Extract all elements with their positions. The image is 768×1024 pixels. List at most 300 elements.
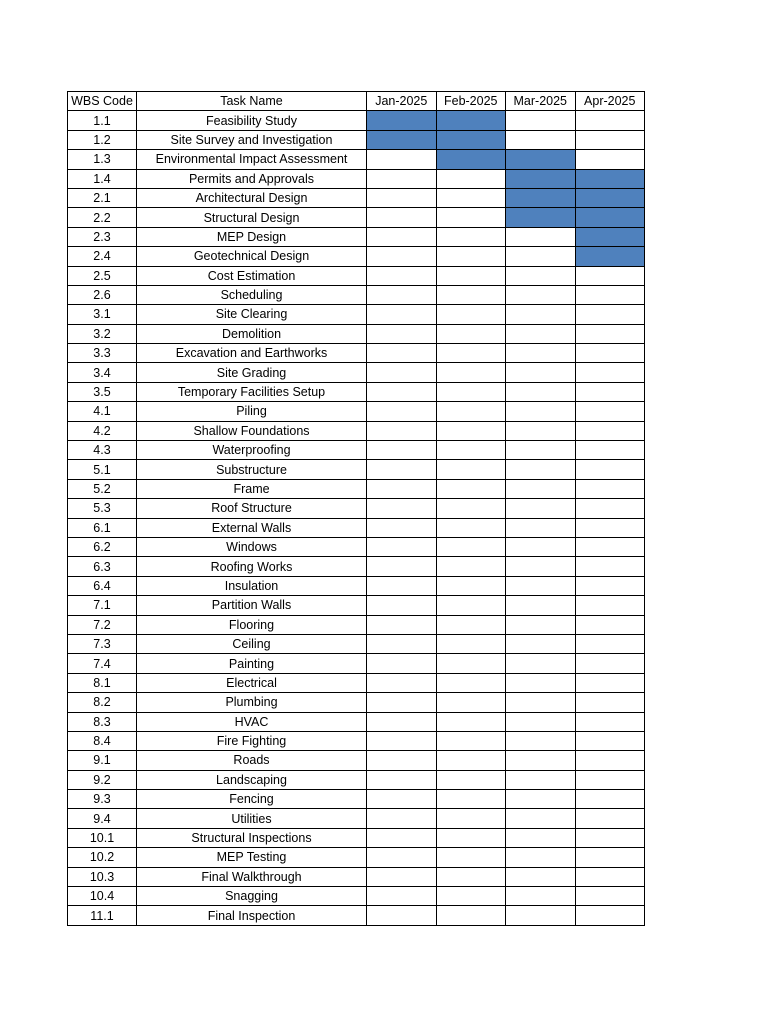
table-row [68,848,645,867]
timeline-cell [436,421,506,440]
timeline-cell [436,809,506,828]
timeline-cell [575,363,645,382]
timeline-cell [367,363,437,382]
timeline-cell [506,344,576,363]
timeline-cell [506,906,576,925]
timeline-cell [436,790,506,809]
wbs-code-cell: 6.4 [68,576,137,595]
gantt-bar-cell [367,111,437,130]
task-name-cell: Feasibility Study [137,111,367,130]
wbs-code-cell: 2.5 [68,266,137,285]
timeline-cell [506,576,576,595]
table-row [68,285,645,304]
wbs-code-cell: 8.3 [68,712,137,731]
table-row [68,654,645,673]
task-name-cell: Fencing [137,790,367,809]
timeline-cell [506,809,576,828]
timeline-cell [575,150,645,169]
timeline-cell [575,441,645,460]
wbs-code-cell: 6.3 [68,557,137,576]
timeline-cell [506,285,576,304]
timeline-cell [506,305,576,324]
timeline-cell [436,848,506,867]
task-name-cell: Excavation and Earthworks [137,344,367,363]
timeline-cell [367,576,437,595]
timeline-cell [436,712,506,731]
timeline-cell [436,518,506,537]
task-name-cell: Demolition [137,324,367,343]
gantt-bar-cell [575,227,645,246]
wbs-code-cell: 9.2 [68,770,137,789]
gantt-bar-cell [575,188,645,207]
table-row [68,188,645,207]
gantt-bar-cell [436,150,506,169]
task-name-cell: Structural Design [137,208,367,227]
table-row [68,673,645,692]
task-name-cell: Utilities [137,809,367,828]
timeline-cell [367,654,437,673]
timeline-cell [436,441,506,460]
month-header-feb: Feb-2025 [436,92,506,111]
gantt-bar-cell [575,208,645,227]
timeline-cell [436,363,506,382]
task-name-cell: Permits and Approvals [137,169,367,188]
wbs-code-cell: 6.1 [68,518,137,537]
timeline-cell [506,770,576,789]
wbs-code-cell: 9.1 [68,751,137,770]
wbs-code-cell: 5.3 [68,499,137,518]
timeline-cell [436,266,506,285]
task-name-cell: Environmental Impact Assessment [137,150,367,169]
wbs-code-cell: 7.2 [68,615,137,634]
table-row [68,887,645,906]
timeline-cell [367,537,437,556]
timeline-cell [367,731,437,750]
timeline-cell [436,208,506,227]
table-row [68,227,645,246]
wbs-code-cell: 1.4 [68,169,137,188]
table-row [68,751,645,770]
gantt-bar-cell [436,111,506,130]
timeline-cell [506,518,576,537]
timeline-cell [575,557,645,576]
gantt-bar-cell [506,150,576,169]
table-row [68,615,645,634]
timeline-cell [367,499,437,518]
month-header-mar: Mar-2025 [506,92,576,111]
wbs-code-cell: 9.3 [68,790,137,809]
wbs-code-cell: 7.1 [68,596,137,615]
task-name-cell: Site Grading [137,363,367,382]
table-row [68,344,645,363]
timeline-cell [506,537,576,556]
timeline-cell [575,266,645,285]
timeline-cell [575,770,645,789]
month-header-jan: Jan-2025 [367,92,437,111]
timeline-cell [367,266,437,285]
wbs-code-cell: 3.3 [68,344,137,363]
timeline-cell [436,169,506,188]
timeline-cell [436,285,506,304]
task-name-cell: MEP Design [137,227,367,246]
task-name-cell: Flooring [137,615,367,634]
table-row [68,130,645,149]
timeline-cell [367,208,437,227]
timeline-cell [436,324,506,343]
task-name-cell: Partition Walls [137,596,367,615]
timeline-cell [506,790,576,809]
wbs-code-cell: 10.3 [68,867,137,886]
wbs-code-cell: 8.2 [68,693,137,712]
timeline-cell [367,887,437,906]
wbs-code-cell: 3.1 [68,305,137,324]
table-row [68,518,645,537]
timeline-cell [436,305,506,324]
task-name-cell: Final Walkthrough [137,867,367,886]
timeline-cell [436,615,506,634]
timeline-cell [436,887,506,906]
task-name-cell: Electrical [137,673,367,692]
timeline-cell [367,227,437,246]
task-name-cell: Ceiling [137,634,367,653]
timeline-cell [367,344,437,363]
task-name-cell: Geotechnical Design [137,247,367,266]
table-row [68,557,645,576]
table-row [68,770,645,789]
timeline-cell [436,828,506,847]
task-name-cell: MEP Testing [137,848,367,867]
table-row [68,809,645,828]
table-row [68,402,645,421]
timeline-cell [575,751,645,770]
table-row [68,208,645,227]
timeline-cell [436,344,506,363]
task-name-cell: Frame [137,479,367,498]
wbs-code-cell: 9.4 [68,809,137,828]
wbs-code-cell: 8.1 [68,673,137,692]
wbs-code-cell: 3.2 [68,324,137,343]
timeline-cell [367,402,437,421]
timeline-cell [575,130,645,149]
wbs-code-cell: 7.3 [68,634,137,653]
gantt-schedule-table [67,91,645,926]
wbs-code-header: WBS Code [68,92,137,111]
timeline-cell [367,712,437,731]
table-row [68,634,645,653]
task-name-cell: Scheduling [137,285,367,304]
table-row [68,537,645,556]
timeline-cell [436,751,506,770]
timeline-cell [506,479,576,498]
timeline-cell [367,382,437,401]
task-name-cell: Final Inspection [137,906,367,925]
timeline-cell [575,576,645,595]
table-row [68,169,645,188]
wbs-code-cell: 1.1 [68,111,137,130]
timeline-cell [436,188,506,207]
table-row [68,596,645,615]
task-name-cell: Substructure [137,460,367,479]
wbs-code-cell: 7.4 [68,654,137,673]
task-name-cell: Site Clearing [137,305,367,324]
wbs-code-cell: 3.5 [68,382,137,401]
timeline-cell [506,382,576,401]
wbs-code-cell: 2.3 [68,227,137,246]
task-name-cell: Fire Fighting [137,731,367,750]
timeline-cell [506,130,576,149]
task-name-cell: Structural Inspections [137,828,367,847]
table-row [68,324,645,343]
table-row [68,111,645,130]
table-row [68,499,645,518]
task-name-cell: HVAC [137,712,367,731]
table-row [68,421,645,440]
task-name-cell: Waterproofing [137,441,367,460]
timeline-cell [506,266,576,285]
table-body [68,111,645,925]
timeline-cell [367,421,437,440]
timeline-cell [436,634,506,653]
table-row [68,576,645,595]
wbs-code-cell: 6.2 [68,537,137,556]
timeline-cell [575,421,645,440]
table-row [68,460,645,479]
table-row [68,382,645,401]
timeline-cell [506,673,576,692]
wbs-code-cell: 11.1 [68,906,137,925]
timeline-cell [506,363,576,382]
timeline-cell [575,382,645,401]
timeline-cell [575,111,645,130]
task-name-cell: Plumbing [137,693,367,712]
task-name-cell: Roof Structure [137,499,367,518]
task-name-cell: Roofing Works [137,557,367,576]
task-name-cell: Landscaping [137,770,367,789]
timeline-cell [575,887,645,906]
timeline-cell [506,712,576,731]
timeline-cell [506,247,576,266]
gantt-bar-cell [367,130,437,149]
timeline-cell [575,402,645,421]
timeline-cell [575,654,645,673]
timeline-cell [506,751,576,770]
wbs-code-cell: 5.2 [68,479,137,498]
wbs-code-cell: 4.2 [68,421,137,440]
timeline-cell [367,596,437,615]
timeline-cell [367,150,437,169]
timeline-cell [367,770,437,789]
wbs-code-cell: 1.2 [68,130,137,149]
table-row [68,247,645,266]
timeline-cell [575,731,645,750]
timeline-cell [367,828,437,847]
timeline-cell [506,557,576,576]
timeline-cell [436,557,506,576]
timeline-cell [506,460,576,479]
wbs-code-cell: 2.2 [68,208,137,227]
task-name-header: Task Name [137,92,367,111]
timeline-cell [506,654,576,673]
timeline-cell [575,809,645,828]
table-row [68,479,645,498]
timeline-cell [575,848,645,867]
timeline-cell [367,615,437,634]
task-name-cell: Temporary Facilities Setup [137,382,367,401]
wbs-code-cell: 10.2 [68,848,137,867]
table-row [68,828,645,847]
timeline-cell [367,751,437,770]
task-name-cell: Shallow Foundations [137,421,367,440]
timeline-cell [436,673,506,692]
timeline-cell [506,731,576,750]
wbs-code-cell: 10.4 [68,887,137,906]
timeline-cell [506,615,576,634]
timeline-cell [506,111,576,130]
wbs-code-cell: 3.4 [68,363,137,382]
task-name-cell: Windows [137,537,367,556]
task-name-cell: Cost Estimation [137,266,367,285]
month-header-apr: Apr-2025 [575,92,645,111]
timeline-cell [506,848,576,867]
timeline-cell [575,634,645,653]
timeline-cell [367,479,437,498]
timeline-cell [506,324,576,343]
timeline-cell [367,324,437,343]
timeline-cell [575,305,645,324]
timeline-cell [575,324,645,343]
timeline-cell [575,285,645,304]
wbs-code-cell: 2.6 [68,285,137,304]
timeline-cell [506,499,576,518]
task-name-cell: Snagging [137,887,367,906]
timeline-cell [506,441,576,460]
timeline-cell [575,479,645,498]
timeline-cell [367,305,437,324]
timeline-cell [506,227,576,246]
timeline-cell [367,188,437,207]
timeline-cell [367,906,437,925]
gantt-bar-cell [506,188,576,207]
timeline-cell [367,867,437,886]
timeline-cell [367,673,437,692]
timeline-cell [575,673,645,692]
timeline-cell [436,731,506,750]
timeline-cell [575,499,645,518]
wbs-code-cell: 10.1 [68,828,137,847]
gantt-bar-cell [436,130,506,149]
timeline-cell [506,634,576,653]
table-row [68,712,645,731]
timeline-cell [575,615,645,634]
timeline-cell [436,596,506,615]
table-row [68,266,645,285]
timeline-cell [436,499,506,518]
timeline-cell [575,596,645,615]
gantt-bar-cell [575,169,645,188]
table-row [68,305,645,324]
timeline-cell [575,537,645,556]
table-row [68,693,645,712]
timeline-cell [367,693,437,712]
timeline-cell [367,809,437,828]
timeline-cell [436,693,506,712]
task-name-cell: Piling [137,402,367,421]
wbs-code-cell: 4.1 [68,402,137,421]
table-row [68,790,645,809]
wbs-code-cell: 4.3 [68,441,137,460]
task-name-cell: Site Survey and Investigation [137,130,367,149]
task-name-cell: External Walls [137,518,367,537]
timeline-cell [436,227,506,246]
timeline-cell [367,518,437,537]
timeline-cell [367,557,437,576]
timeline-cell [506,693,576,712]
timeline-cell [575,906,645,925]
timeline-cell [506,828,576,847]
task-name-cell: Roads [137,751,367,770]
gantt-bar-cell [506,208,576,227]
timeline-cell [436,654,506,673]
timeline-cell [436,460,506,479]
timeline-cell [436,576,506,595]
timeline-cell [506,596,576,615]
timeline-cell [575,460,645,479]
timeline-cell [436,382,506,401]
timeline-cell [436,537,506,556]
table-row [68,363,645,382]
gantt-bar-cell [506,169,576,188]
timeline-cell [506,421,576,440]
timeline-cell [506,887,576,906]
wbs-code-cell: 2.1 [68,188,137,207]
task-name-cell: Painting [137,654,367,673]
task-name-cell: Architectural Design [137,188,367,207]
timeline-cell [367,848,437,867]
timeline-cell [575,518,645,537]
timeline-cell [575,693,645,712]
timeline-cell [575,828,645,847]
timeline-cell [575,344,645,363]
timeline-cell [367,460,437,479]
wbs-code-cell: 8.4 [68,731,137,750]
table-row [68,150,645,169]
timeline-cell [506,867,576,886]
timeline-cell [367,441,437,460]
timeline-cell [575,790,645,809]
timeline-cell [367,247,437,266]
task-name-cell: Insulation [137,576,367,595]
timeline-cell [506,402,576,421]
timeline-cell [436,402,506,421]
timeline-cell [436,867,506,886]
timeline-cell [575,712,645,731]
table-row [68,867,645,886]
timeline-cell [367,634,437,653]
table-row [68,441,645,460]
timeline-cell [575,867,645,886]
wbs-code-cell: 1.3 [68,150,137,169]
timeline-cell [436,770,506,789]
gantt-bar-cell [575,247,645,266]
timeline-cell [367,285,437,304]
timeline-cell [436,247,506,266]
timeline-cell [367,790,437,809]
table-row [68,731,645,750]
wbs-code-cell: 2.4 [68,247,137,266]
header-row [68,92,645,111]
table-row [68,906,645,925]
timeline-cell [436,906,506,925]
